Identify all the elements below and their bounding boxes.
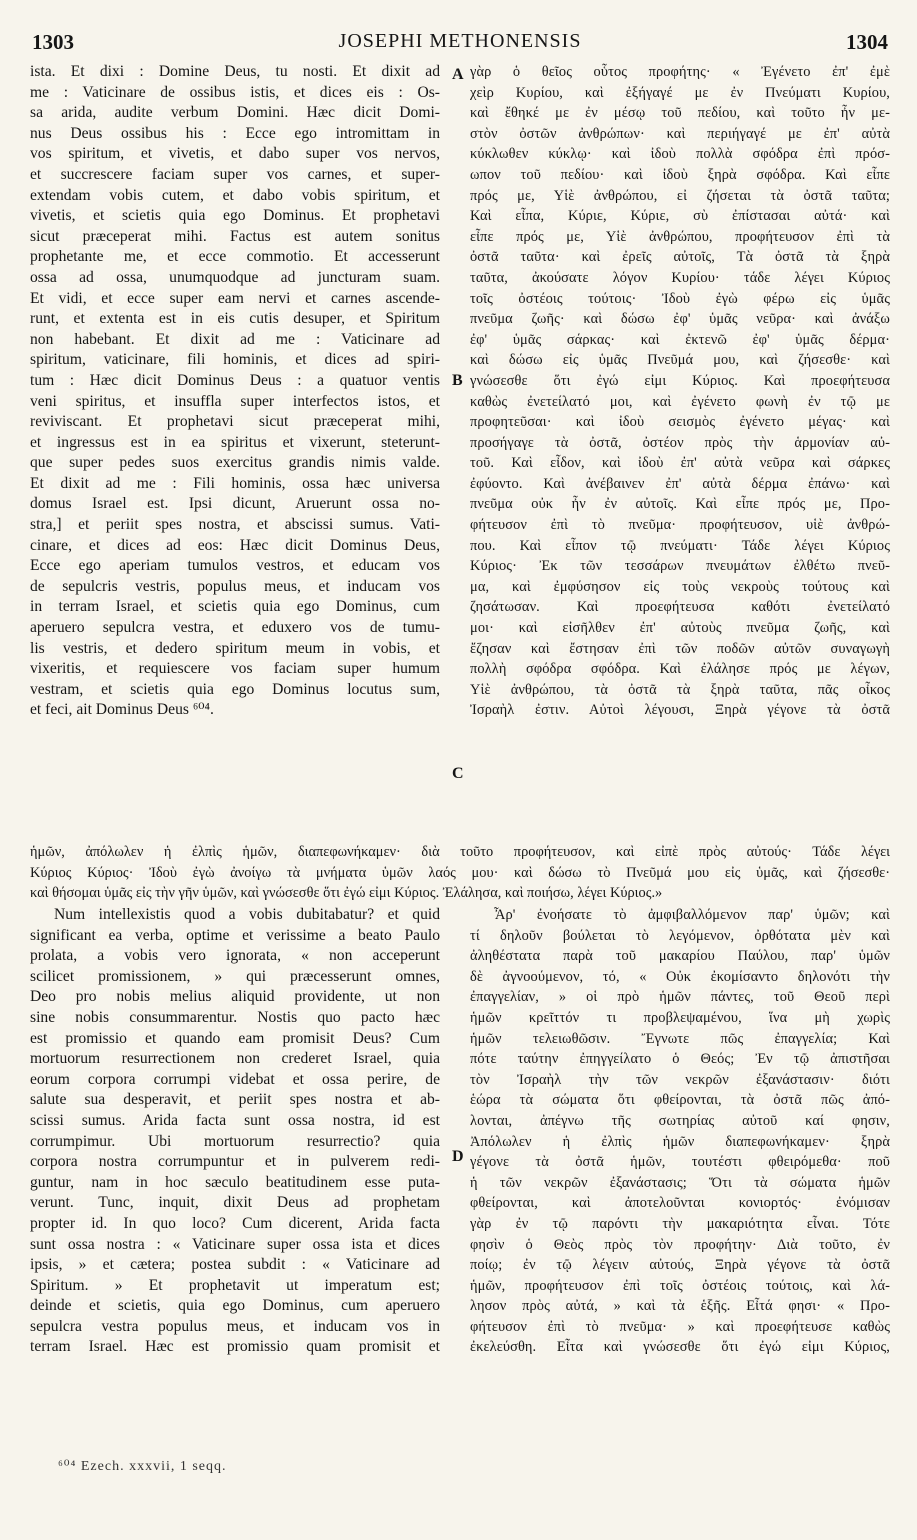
text-line: κύκλωθεν κύκλῳ· καὶ ἰδοὺ πολλὰ σφόδρα ἐπὶ πρόσ- [470, 146, 890, 163]
text-line: Κύριος· Ἐκ τῶν τεσσάρων πνευμάτων ἐλθέτω πνεῦ- [470, 558, 890, 575]
margin-marker-c: C [452, 765, 464, 782]
text-line: tum : Hæc dicit Dominus Deus : a quatuor ventis [30, 371, 440, 389]
text-line: me : Vaticinare de ossibus istis, et dices eis : Os- [30, 83, 440, 101]
text-line: ἡμῶν κρεῖττόν τι προβλεψαμένου, ἵνα μὴ χωρὶς [470, 1009, 890, 1026]
text-line: λονται, ἀπέγνω τῆς σωτηρίας αὐτοῦ καί φησιν, [470, 1112, 890, 1129]
text-line: ποίῳ; ἐν τῷ λέγειν αὐτούς, Ξηρὰ γέγονε τὰ ὀστᾶ [470, 1257, 890, 1274]
text-line: ἡ τῶν νεκρῶν ἐξανάστασις; Ὅτι τὰ σώματα ἡμῶν [470, 1174, 890, 1191]
text-line: καθὼς ἐνετείλατό μοι, καὶ ἐγένετο φωνὴ ἐν τῷ με [470, 393, 890, 410]
text-line: Ἆρ' ἐνοήσατε τὸ ἀμφιβαλλόμενον παρ' ὑμῶν; καὶ [494, 907, 890, 923]
text-line: Ecce ego aperiam tumulos vestros, et educam vos [30, 557, 440, 575]
text-line: ἔζησαν καὶ ἔστησαν ἐπὶ τῶν ποδῶν αὐτῶν συναγωγὴ [470, 640, 890, 657]
text-line: ἑώρα τὰ σώματα ὅτι φθείρονται, τὰ ὀστᾶ πῶς ἀπό- [470, 1092, 890, 1109]
text-line: runt, et extenta est in eis cutis desuper, et Spiritum [30, 310, 440, 328]
text-line: guntur, nam in hoc sæculo beatitudinem esse puta- [30, 1173, 440, 1191]
text-line: salute sua desperavit, et periit spes nostra et ab- [30, 1091, 440, 1109]
text-line: spiritum, vaticinare, fili hominis, et dices ad spiri- [30, 351, 440, 369]
text-line: vixeritis, et requiescere vos faciam super humum [30, 660, 440, 678]
text-line: πνεῦμα ζωῆς· καὶ δώσω ἐφ' ὑμᾶς νεῦρα· καὶ ἀνάξω [470, 311, 890, 328]
latin-column-bottom [30, 905, 440, 1358]
text-line: terram Israel. Hæc est promissio quam promisit et [30, 1338, 440, 1356]
text-line: non habebant. Et dixit ad me : Vaticinare ad [30, 330, 440, 348]
text-line: veni spiritus, et insuffla super interfectos istos, et [30, 392, 440, 410]
text-line: propter id. In quo loco? Cum dicerent, Arida facta [30, 1214, 440, 1232]
text-line: Deo pro nobis melius aliquid providente, ut non [30, 988, 440, 1006]
text-line: λησον πρὸς αὐτά, » καὶ τὰ ἑξῆς. Εἶτά φησι· « Προ- [470, 1298, 890, 1315]
text-line: est promissio et quando eam promisit Deus? Cum [30, 1029, 440, 1047]
text-line: sunt ossa nostra : « Vaticinare super ossa ista et dices [30, 1235, 440, 1253]
text-line: τοῦ. Καὶ εἶδον, καὶ ἰδοὺ ἐπ' αὐτὰ νεῦρα καὶ σάρκες [470, 455, 890, 472]
text-line: sepulcra vestra populus meus, et inducam vos in [30, 1317, 440, 1335]
text-line: ωπον τοῦ πεδίου· καὶ ἰδοὺ ξηρὰ σφόδρα. Καὶ εἶπε [470, 166, 890, 183]
text-line: cinare, et dices ad eos: Hæc dicit Dominus Deus, [30, 536, 440, 554]
footnote: ⁶⁰⁴ Ezech. xxxvii, 1 seqq. [58, 1459, 227, 1474]
text-line: καὶ δώσω εἰς ὑμᾶς Πνεῦμά μου, καὶ ζήσεσθε· καὶ [470, 352, 890, 369]
text-line: ista. Et dixi : Domine Deus, tu nosti. Et dixit ad [30, 63, 440, 80]
text-line: Num intellexistis quod a vobis dubitabatur? et quid [54, 906, 440, 923]
text-line: γὰρ ἐν τῷ παρόντι τὴν μακαριότητα εἶναι. Τότε [470, 1215, 890, 1232]
text-line: ipsis, » et cætera; postea subdit : « Vaticinare ad [30, 1256, 440, 1274]
text-line: που. Καὶ εἶπον τῷ πνεύματι· Τάδε λέγει Κύριος [470, 537, 890, 554]
text-line: et ingressus est in ea spiritus et vixerunt, steterunt- [30, 433, 440, 451]
text-line: nus Deus ossibus his : Ecce ego intromittam in [30, 124, 440, 142]
text-line: vivetis, et scietis quia ego Dominus. Et prophetavi [30, 207, 440, 225]
text-line: ἐκελεύσθη. Εἶτα καὶ γνώσεσθε ὅτι ἐγώ εἰμι Κύριος, [470, 1339, 890, 1356]
text-line: Et vidi, et ecce super eam nervi et carnes ascende- [30, 289, 440, 307]
text-line: ταῦτα, ἀκούσατε λόγον Κυρίου· τάδε λέγει Κύριος [470, 269, 890, 286]
text-line: verunt. Tunc, inquit, dixit Deus ad prophetam [30, 1194, 440, 1212]
running-title: JOSEPHI METHONENSIS [338, 30, 582, 52]
text-line: γὰρ ὁ θεῖος οὗτος προφήτης· « Ἐγένετο ἐπ' ἐμὲ [470, 64, 890, 80]
text-line: vestram, et scietis quia ego Dominus locutus sum, [30, 680, 440, 698]
text-line: μοι· καὶ εἰσῆλθεν ἐπ' αὐτοὺς πνεῦμα ζωῆς, καὶ [470, 620, 890, 637]
text-line: eorum corpora corrumpi videbat et ossa perire, de [30, 1070, 440, 1088]
text-line: τί δηλοῦν βούλεται τὸ λεγόμενον, ὀρθότατα μὲν καὶ [470, 927, 890, 944]
text-line: extendam vobis cutem, et dabo vobis spiritum, et [30, 186, 440, 204]
text-line: sa arida, audite verbum Domini. Hæc dicit Domi- [30, 104, 440, 122]
page-header [32, 26, 888, 56]
margin-marker-a: A [452, 66, 464, 83]
text-line: prophetante me, et ecce commotio. Et accesserunt [30, 248, 440, 266]
text-line: καὶ θήσομαι ὑμᾶς εἰς τὴν γῆν ὑμῶν, καὶ γνώσεσθε ὅτι ἐγώ εἰμι Κύριος. Ἐλάλησα, καὶ ποιήσω, λέγει Κύριος.» [30, 885, 663, 901]
text-line: vos spiritum, et vivetis, et dabo super vos nervos, [30, 145, 440, 163]
text-line: aperuero sepulcra vestra, et eduxero vos de tumu- [30, 619, 440, 637]
text-line: et feci, ait Dominus Deus ⁶⁰⁴. [30, 701, 214, 719]
text-line: ἀληθέστατα παρὰ τοῦ μακαρίου Παύλου, παρ' ὑμῶν [470, 948, 890, 965]
text-line: πνεῦμα οὐκ ἦν ἐν αὐτοῖς. Καὶ εἶπε πρός με, Προ- [470, 496, 890, 513]
margin-marker-d: D [452, 1148, 464, 1165]
greek-column-bottom [470, 905, 890, 1358]
latin-column-top [30, 62, 440, 721]
text-line: τοῖς ὀστέοις τούτοις· Ἰδοὺ ἐγὼ φέρω εἰς ὑμᾶς [470, 290, 890, 307]
text-line: deinde et scietis, quia ego Dominus, cum aperuero [30, 1297, 440, 1315]
text-line: φήτευσον ἐπὶ τὸ πνεῦμα· προφήτευσον, υἱὲ ἀνθρώ- [470, 517, 890, 534]
text-line: προφητεῦσαι· καὶ ἰδοὺ σεισμὸς ἐγένετο μέγας· καὶ [470, 414, 890, 431]
margin-marker-b: B [452, 372, 463, 389]
text-line: que super pedes suos exercitus grandis nimis valde. [30, 454, 440, 472]
text-line: reviviscant. Et prophetavi sicut præceperat mihi, [30, 413, 440, 431]
greek-column-top [470, 62, 890, 721]
text-line: et succrescere faciam super vos carnes, et super- [30, 165, 440, 183]
text-line: ἡμῶν, ἀπόλωλεν ἡ ἐλπὶς ἡμῶν, διαπεφωνήκαμεν· διὰ τοῦτο προφήτευσον, καὶ εἰπὲ πρὸς αὐτούς· Τάδε λέγει [30, 844, 890, 860]
text-line: ἐφ' ὑμᾶς σάρκας· καὶ ἐκτενῶ ἐφ' ὑμᾶς δέρμα· [470, 331, 890, 348]
text-line: ossa ad ossa, unumquodque ad juncturam suam. [30, 268, 440, 286]
text-line: in terram Israel, et scietis quia ego Dominus, cum [30, 598, 440, 616]
text-line: Καὶ εἶπα, Κύριε, Κύριε, σὺ ἐπίστασαι αὐτά· καὶ [470, 208, 890, 225]
page-number-right: 1304 [846, 30, 888, 54]
text-line: προσήγαγε τὰ ὀστᾶ, ὀστέον πρὸς τὴν ἁρμονίαν αὐ- [470, 434, 890, 451]
text-line: prolata, a vobis vero ignorata, « non acceperunt [30, 947, 440, 965]
text-line: φήτευσον ἐπὶ τὸ πνεῦμα· » καὶ προεφήτευσε καθὼς [470, 1318, 890, 1335]
page-number-left: 1303 [32, 30, 74, 54]
text-line: Spiritum. » Et prophetavit ut imperatum est; [30, 1276, 440, 1294]
text-line: sicut præceperat mihi. Factus est autem sonitus [30, 227, 440, 245]
text-line: Κύριος Κύριος· Ἰδοὺ ἐγὼ ἀνοίγω τὰ μνήματα ὑμῶν λαός μου· καὶ δώσω τὸ Πνεῦμά μου εἰς ὑμᾶς, καὶ ζήσεσθε· [30, 864, 890, 881]
text-line: Υἱὲ ἀνθρώπου, τὰ ὀστᾶ τὰ ξηρὰ ταῦτα, πᾶς οἶκος [470, 681, 890, 698]
text-line: γέγονε τὰ ὀστᾶ ἡμῶν, τουτέστι φθειρόμεθα· ποῦ [470, 1154, 890, 1171]
text-line: lis vestris, et dedero spiritum meum in vobis, et [30, 639, 440, 657]
text-line: ἡμῶν, προφήτευσον ἐπὶ τοῖς ὀστέοις τούτοις, καὶ λά- [470, 1277, 890, 1294]
text-line: sine nobis consummarentur. Nostis quo pacto hæc [30, 1008, 440, 1026]
text-line: χεὶρ Κυρίου, καὶ ἐξήγαγέ με ἐν Πνεύματι Κυρίου, [470, 84, 890, 101]
text-line: καὶ ἔθηκέ με ἐν μέσῳ τοῦ πεδίου, καὶ τοῦτο ἦν με- [470, 105, 890, 122]
text-line: ὀστᾶ ταῦτα· καὶ ἐρεῖς αὐτοῖς, Τὰ ὀστᾶ τὰ ξηρὰ [470, 249, 890, 266]
text-line: scilicet promissionem, » qui præcesserunt omnes, [30, 967, 440, 985]
text-line: corrumpimur. Ubi mortuorum resurrectio? quia [30, 1132, 440, 1150]
text-line: significant ea verba, optime et verissime a beato Paulo [30, 926, 440, 944]
text-line: mortuorum resurrectionem non crederet Israel, quia [30, 1050, 440, 1068]
text-line: stra,] et periit spes nostra, et abscissi sumus. Vati- [30, 516, 440, 534]
greek-spanning-text [30, 842, 890, 904]
text-line: πολλὴ σφόδρα σφόδρα. Καὶ ἐλάλησε πρός με λέγων, [470, 661, 890, 678]
text-line: ἐφύοντο. Καὶ ἀνέβαινεν ἐπ' αὐτὰ δέρμα ἐπάνω· καὶ [470, 475, 890, 492]
text-line: ζησάτωσαν. Καὶ προεφήτευσα καθότι ἐνετείλατό [470, 599, 890, 616]
text-line: φθείρονται, καὶ ἀποτελοῦνται κονιορτός· ἐνόμισαν [470, 1195, 890, 1212]
text-line: de sepulcris vestris, populus meus, et inducam vos [30, 577, 440, 595]
text-line: πρός με, Υἱὲ ἀνθρώπου, εἰ ζήσεται τὰ ὀστᾶ ταῦτα; [470, 187, 890, 204]
text-line: τὸν Ἰσραὴλ τὴν τῶν νεκρῶν ἐξανάστασιν· διότι [470, 1071, 890, 1088]
text-line: Ἰσραὴλ ἐστιν. Αὐτοὶ λέγουσι, Ξηρὰ γέγονε τὰ ὀστᾶ [470, 702, 890, 719]
text-line: corpora nostra corrumpuntur et in pulverem redi- [30, 1153, 440, 1171]
text-line: Et dixit ad me : Fili hominis, ossa hæc universa [30, 474, 440, 492]
text-line: scissi sumus. Arida facta sunt ossa nostra, id est [30, 1111, 440, 1129]
text-line: Ἀπόλωλεν ἡ ἐλπὶς ἡμῶν διαπεφωνήκαμεν· ξηρὰ [470, 1133, 890, 1150]
text-line: ἡμῶν τελειωθῶσιν. Ἔγνωτε πῶς ἐπαγγελία; Καὶ [470, 1030, 890, 1047]
text-line: ἐπαγγελίαν, » οἱ πρὸ ἡμῶν πάντες, τοῦ Θεοῦ περὶ [470, 989, 890, 1006]
text-line: φησὶν ὁ Θεὸς πρὸς τὸν προφήτην· Διὰ τοῦτο, ἐν [470, 1236, 890, 1253]
text-line: εἶπε πρός με, Υἱὲ ἀνθρώπου, προφήτευσον ἐπὶ τὰ [470, 228, 890, 245]
text-line: γνώσεσθε ὅτι ἐγώ εἰμι Κύριος. Καὶ προεφήτευσα [470, 372, 890, 389]
text-line: δὲ ἀγνοούμενον, τό, « Οὐκ ἐκομίσαντο δηλονότι τὴν [470, 968, 890, 985]
text-line: μα, καὶ ἐμφύσησον εἰς τοὺς νεκροὺς τούτους καὶ [470, 578, 890, 595]
text-line: στὸν ὀστῶν ἀνθρώπων· καὶ περιήγαγέ με ἐπ' αὐτὰ [470, 125, 890, 142]
text-line: πότε ταύτην ἐπηγγείλατο ὁ Θεός; Ἐν τῷ ἀπιστῆσαι [470, 1051, 890, 1068]
text-line: domus Israel est. Ipsi dicunt, Aruerunt ossa no- [30, 495, 440, 513]
